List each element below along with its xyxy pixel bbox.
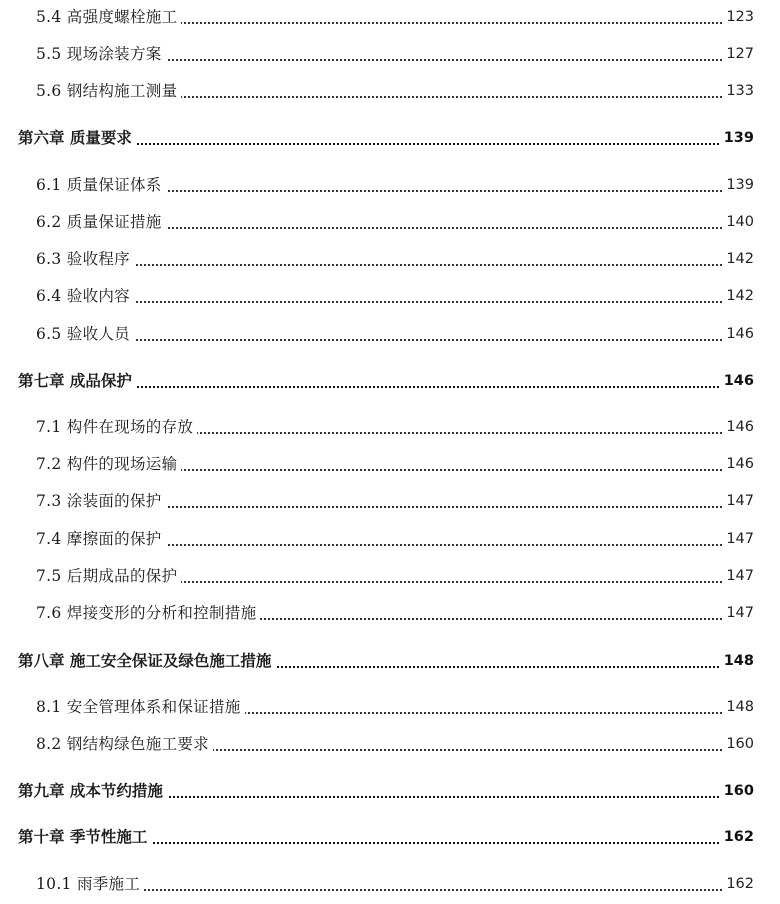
toc-chapter-entry (0, 123, 780, 153)
toc-entry-title: 5.6 钢结构施工测量 (36, 76, 181, 106)
toc-section-entry (0, 244, 780, 274)
toc-page-number: 147 (722, 561, 754, 591)
dot-leader (36, 264, 754, 266)
toc-section-entry (0, 449, 780, 479)
toc-page-number: 146 (722, 412, 754, 442)
toc-entry-title: 7.2 构件的现场运输 (36, 449, 181, 479)
toc-entry-title: 第七章 成品保护 (18, 366, 136, 396)
toc-page-number: 142 (722, 281, 754, 311)
toc-chapter-entry (0, 646, 780, 676)
toc-section-entry (0, 76, 780, 106)
toc-section-entry (0, 729, 780, 759)
toc-section-entry (0, 319, 780, 349)
toc-section-entry (0, 869, 780, 899)
toc-page-number: 148 (720, 646, 754, 676)
toc-chapter-entry (0, 776, 780, 806)
toc-entry-title: 7.6 焊接变形的分析和控制措施 (36, 598, 260, 628)
toc-page-number: 146 (722, 319, 754, 349)
toc-section-entry (0, 170, 780, 200)
toc-page-number: 162 (722, 869, 754, 899)
toc-entry-title: 7.3 涂装面的保护 (36, 486, 166, 516)
toc-section-entry (0, 598, 780, 628)
toc-entry-title: 第六章 质量要求 (18, 123, 136, 153)
toc-section-entry (0, 692, 780, 722)
toc-entry-title: 5.5 现场涂装方案 (36, 39, 166, 69)
toc-page-number: 142 (722, 244, 754, 274)
toc-page-number: 140 (722, 207, 754, 237)
toc-page-number: 160 (722, 729, 754, 759)
toc-section-entry (0, 281, 780, 311)
toc-page-number: 162 (720, 822, 754, 852)
toc-chapter-entry (0, 822, 780, 852)
toc-page-number: 146 (720, 366, 754, 396)
toc-entry-title: 5.4 高强度螺栓施工 (36, 2, 181, 32)
toc-section-entry (0, 207, 780, 237)
toc-section-entry (0, 39, 780, 69)
toc-page-number: 160 (720, 776, 754, 806)
toc-page-number: 127 (722, 39, 754, 69)
toc-entry-title: 第八章 施工安全保证及绿色施工措施 (18, 646, 275, 676)
toc-entry-title: 第十章 季节性施工 (18, 822, 151, 852)
toc-page-number: 123 (722, 2, 754, 32)
toc-page-number: 146 (722, 449, 754, 479)
toc-entry-title: 8.2 钢结构绿色施工要求 (36, 729, 213, 759)
toc-page-number: 148 (722, 692, 754, 722)
toc-page-number: 147 (722, 524, 754, 554)
toc-entry-title: 6.1 质量保证体系 (36, 170, 166, 200)
toc-entry-title: 第九章 成本节约措施 (18, 776, 167, 806)
toc-entry-title: 6.2 质量保证措施 (36, 207, 166, 237)
toc-section-entry (0, 486, 780, 516)
dot-leader (36, 339, 754, 341)
toc-section-entry (0, 561, 780, 591)
toc-entry-title: 6.4 验收内容 (36, 281, 134, 311)
toc-entry-title: 8.1 安全管理体系和保证措施 (36, 692, 245, 722)
toc-entry-title: 7.5 后期成品的保护 (36, 561, 181, 591)
toc-page-number: 139 (720, 123, 754, 153)
toc-page-number: 139 (722, 170, 754, 200)
toc-page-number: 133 (722, 76, 754, 106)
toc-entry-title: 6.5 验收人员 (36, 319, 134, 349)
toc-entry-title: 6.3 验收程序 (36, 244, 134, 274)
toc-chapter-entry (0, 366, 780, 396)
toc-page-number: 147 (722, 486, 754, 516)
toc-entry-title: 7.4 摩擦面的保护 (36, 524, 166, 554)
toc-section-entry (0, 524, 780, 554)
toc-page-number: 147 (722, 598, 754, 628)
dot-leader (36, 301, 754, 303)
toc-section-entry (0, 2, 780, 32)
toc-entry-title: 7.1 构件在现场的存放 (36, 412, 197, 442)
toc-section-entry (0, 412, 780, 442)
toc-entry-title: 10.1 雨季施工 (36, 869, 144, 899)
